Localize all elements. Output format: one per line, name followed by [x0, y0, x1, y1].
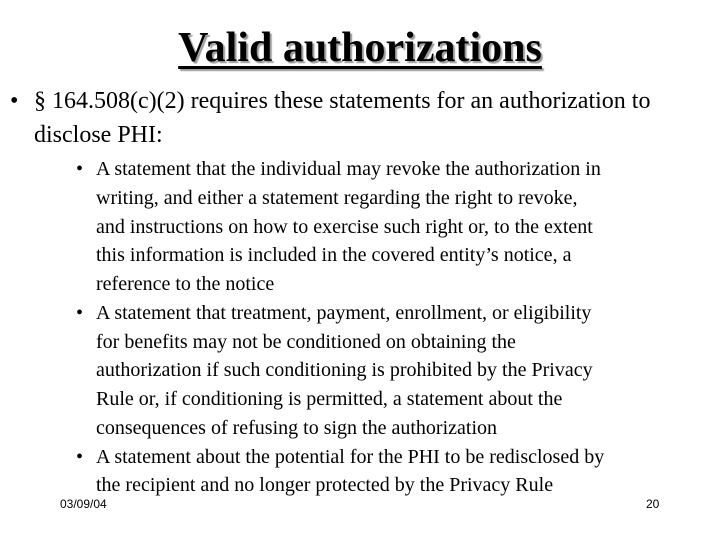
- sub-bullet-line: authorization if such conditioning is prohibited by the Privacy: [96, 359, 593, 382]
- sub-bullet-line: A statement that treatment, payment, enrollment, or eligibility: [96, 301, 592, 324]
- bullet-icon: •: [76, 445, 84, 468]
- sub-bullet-line: this information is included in the covered entity’s notice, a: [96, 244, 572, 267]
- bullet-icon: •: [76, 301, 84, 324]
- sub-bullet: [76, 155, 716, 299]
- sub-bullet: [76, 299, 716, 443]
- sub-bullet-line: A statement about the potential for the PHI to be redisclosed by: [96, 445, 605, 468]
- sub-bullet-line: consequences of refusing to sign the authorization: [96, 416, 497, 439]
- bullet-icon: •: [10, 88, 19, 114]
- sub-bullet-line: reference to the notice: [96, 273, 275, 295]
- sub-bullet-line: for benefits may not be conditioned on obtaining the: [96, 330, 516, 353]
- slide-title: Valid authorizations: [178, 25, 542, 71]
- footer-date: 03/09/04: [60, 497, 107, 511]
- sub-bullet-line: the recipient and no longer protected by the Privacy Rule: [96, 474, 554, 497]
- sub-bullet-line: A statement that the individual may revoke the authorization in: [96, 158, 601, 180]
- main-bullet: [10, 84, 700, 152]
- bullet-icon: •: [76, 158, 84, 180]
- sub-bullet-line: writing, and either a statement regarding the right to revoke,: [96, 186, 578, 209]
- sub-bullet: [76, 443, 716, 501]
- main-bullet-text: § 164.508(c)(2) requires these statements for an authorization to disclose PHI:: [34, 88, 651, 148]
- sub-bullet-list: [76, 155, 716, 500]
- sub-bullet-line: and instructions on how to exercise such right or, to the extent: [96, 215, 593, 238]
- sub-bullet-line: Rule or, if conditioning is permitted, a statement about the: [96, 388, 563, 410]
- page-number: 20: [646, 497, 660, 511]
